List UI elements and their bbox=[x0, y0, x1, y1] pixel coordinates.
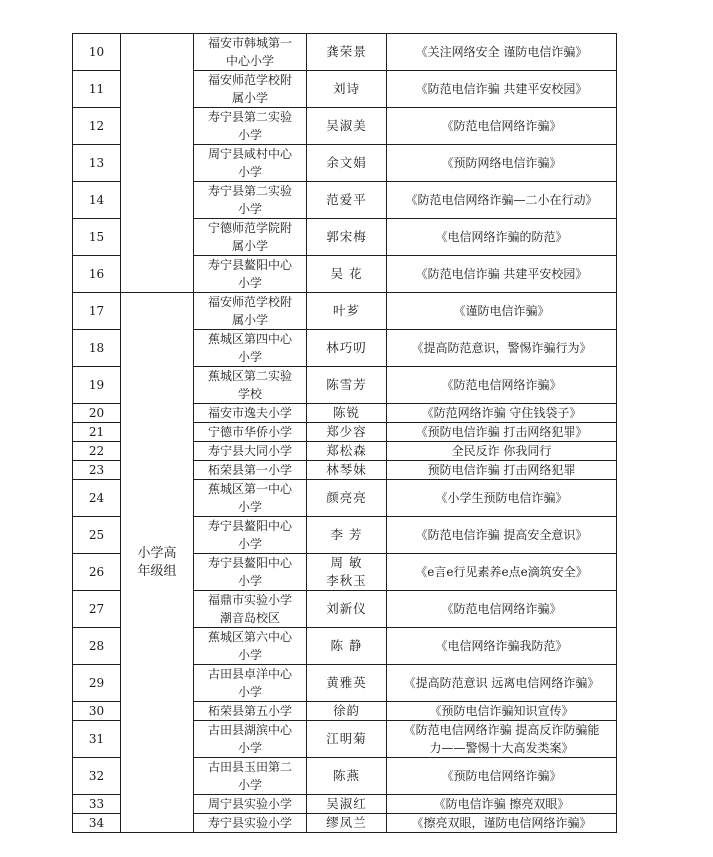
teacher-name: 黄雅英 bbox=[307, 665, 387, 702]
row-number: 10 bbox=[73, 34, 121, 71]
work-title: 《防范电信网络诈骗》 bbox=[387, 108, 617, 145]
row-number: 14 bbox=[73, 182, 121, 219]
row-number: 27 bbox=[73, 591, 121, 628]
work-title: 《擦亮双眼，谨防电信网络诈骗》 bbox=[387, 814, 617, 833]
teacher-name: 周 敏 李秋玉 bbox=[307, 554, 387, 591]
teacher-name: 李 芳 bbox=[307, 517, 387, 554]
teacher-name: 林琴妹 bbox=[307, 461, 387, 480]
school-name: 古田县玉田第二 小学 bbox=[194, 758, 307, 795]
school-name: 寿宁县第二实验 小学 bbox=[194, 108, 307, 145]
work-title: 全民反诈 你我同行 bbox=[387, 442, 617, 461]
row-number: 13 bbox=[73, 145, 121, 182]
school-name: 柘荣县第五小学 bbox=[194, 702, 307, 721]
work-title: 《预防电信网络诈骗》 bbox=[387, 758, 617, 795]
teacher-name: 范爱平 bbox=[307, 182, 387, 219]
teacher-name: 林巧叨 bbox=[307, 330, 387, 367]
work-title: 《e言e行见素养e点e滴筑安全》 bbox=[387, 554, 617, 591]
work-title: 《防范电信网络诈骗》 bbox=[387, 367, 617, 404]
school-name: 福安市韩城第一 中心小学 bbox=[194, 34, 307, 71]
teacher-name: 缪凤兰 bbox=[307, 814, 387, 833]
row-number: 16 bbox=[73, 256, 121, 293]
row-number: 23 bbox=[73, 461, 121, 480]
teacher-name: 吴 花 bbox=[307, 256, 387, 293]
work-title: 《提高防范意识，警惕诈骗行为》 bbox=[387, 330, 617, 367]
school-name: 宁德市华侨小学 bbox=[194, 423, 307, 442]
work-title: 《预防电信诈骗 打击网络犯罪》 bbox=[387, 423, 617, 442]
row-number: 11 bbox=[73, 71, 121, 108]
work-title: 《防范电信诈骗 提高安全意识》 bbox=[387, 517, 617, 554]
row-number: 18 bbox=[73, 330, 121, 367]
school-name: 蕉城区第一中心 小学 bbox=[194, 480, 307, 517]
row-number: 34 bbox=[73, 814, 121, 833]
row-number: 28 bbox=[73, 628, 121, 665]
teacher-name: 徐韵 bbox=[307, 702, 387, 721]
teacher-name: 余文娟 bbox=[307, 145, 387, 182]
row-number: 31 bbox=[73, 721, 121, 758]
school-name: 寿宁县实验小学 bbox=[194, 814, 307, 833]
school-name: 蕉城区第六中心 小学 bbox=[194, 628, 307, 665]
teacher-name: 江明菊 bbox=[307, 721, 387, 758]
teacher-name: 郑松森 bbox=[307, 442, 387, 461]
work-title: 《防范电信网络诈骗—二小在行动》 bbox=[387, 182, 617, 219]
row-number: 32 bbox=[73, 758, 121, 795]
work-title: 《提高防范意识 远离电信网络诈骗》 bbox=[387, 665, 617, 702]
school-name: 古田县湖滨中心 小学 bbox=[194, 721, 307, 758]
row-number: 30 bbox=[73, 702, 121, 721]
work-title: 《防范网络诈骗 守住钱袋子》 bbox=[387, 404, 617, 423]
table-row bbox=[73, 293, 617, 330]
group-cell-previous bbox=[121, 34, 194, 293]
teacher-name: 陈 静 bbox=[307, 628, 387, 665]
school-name: 福安师范学校附 属小学 bbox=[194, 293, 307, 330]
group-cell-upper-grade: 小学高 年级组 bbox=[121, 293, 194, 833]
work-title: 《防范电信诈骗 共建平安校园》 bbox=[387, 71, 617, 108]
row-number: 25 bbox=[73, 517, 121, 554]
work-title: 《电信网络诈骗我防范》 bbox=[387, 628, 617, 665]
work-title: 《防范电信网络诈骗》 bbox=[387, 591, 617, 628]
teacher-name: 陈锐 bbox=[307, 404, 387, 423]
row-number: 19 bbox=[73, 367, 121, 404]
row-number: 29 bbox=[73, 665, 121, 702]
work-title: 《预防网络电信诈骗》 bbox=[387, 145, 617, 182]
work-title: 《防范电信网络诈骗 提高反诈防骗能 力——警惕十大高发类案》 bbox=[387, 721, 617, 758]
school-name: 蕉城区第二实验 学校 bbox=[194, 367, 307, 404]
teacher-name: 陈雪芳 bbox=[307, 367, 387, 404]
teacher-name: 陈燕 bbox=[307, 758, 387, 795]
school-name: 周宁县实验小学 bbox=[194, 795, 307, 814]
teacher-name: 龚荣景 bbox=[307, 34, 387, 71]
school-name: 寿宁县鳌阳中心 小学 bbox=[194, 554, 307, 591]
school-name: 寿宁县大同小学 bbox=[194, 442, 307, 461]
school-name: 福鼎市实验小学 潮音岛校区 bbox=[194, 591, 307, 628]
row-number: 33 bbox=[73, 795, 121, 814]
school-name: 寿宁县鳌阳中心 小学 bbox=[194, 256, 307, 293]
teacher-name: 吴淑红 bbox=[307, 795, 387, 814]
work-title: 《电信网络诈骗的防范》 bbox=[387, 219, 617, 256]
row-number: 17 bbox=[73, 293, 121, 330]
table-body bbox=[73, 34, 617, 833]
table-row bbox=[73, 34, 617, 71]
row-number: 24 bbox=[73, 480, 121, 517]
school-name: 寿宁县鳌阳中心 小学 bbox=[194, 517, 307, 554]
school-name: 柘荣县第一小学 bbox=[194, 461, 307, 480]
row-number: 21 bbox=[73, 423, 121, 442]
work-title: 《防范电信诈骗 共建平安校园》 bbox=[387, 256, 617, 293]
row-number: 26 bbox=[73, 554, 121, 591]
row-number: 22 bbox=[73, 442, 121, 461]
award-list-table bbox=[72, 33, 617, 833]
teacher-name: 颜亮亮 bbox=[307, 480, 387, 517]
teacher-name: 叶芗 bbox=[307, 293, 387, 330]
teacher-name: 吴淑美 bbox=[307, 108, 387, 145]
school-name: 福安师范学校附 属小学 bbox=[194, 71, 307, 108]
school-name: 宁德师范学院附 属小学 bbox=[194, 219, 307, 256]
work-title: 《关注网络安全 谨防电信诈骗》 bbox=[387, 34, 617, 71]
school-name: 古田县卓洋中心 小学 bbox=[194, 665, 307, 702]
work-title: 《预防电信诈骗知识宣传》 bbox=[387, 702, 617, 721]
teacher-name: 刘新仪 bbox=[307, 591, 387, 628]
work-title: 《谨防电信诈骗》 bbox=[387, 293, 617, 330]
school-name: 寿宁县第二实验 小学 bbox=[194, 182, 307, 219]
work-title: 《小学生预防电信诈骗》 bbox=[387, 480, 617, 517]
row-number: 20 bbox=[73, 404, 121, 423]
row-number: 15 bbox=[73, 219, 121, 256]
school-name: 福安市逸夫小学 bbox=[194, 404, 307, 423]
school-name: 蕉城区第四中心 小学 bbox=[194, 330, 307, 367]
row-number: 12 bbox=[73, 108, 121, 145]
teacher-name: 刘诗 bbox=[307, 71, 387, 108]
work-title: 预防电信诈骗 打击网络犯罪 bbox=[387, 461, 617, 480]
teacher-name: 郑少容 bbox=[307, 423, 387, 442]
work-title: 《防电信诈骗 擦亮双眼》 bbox=[387, 795, 617, 814]
teacher-name: 郭宋梅 bbox=[307, 219, 387, 256]
school-name: 周宁县咸村中心 小学 bbox=[194, 145, 307, 182]
